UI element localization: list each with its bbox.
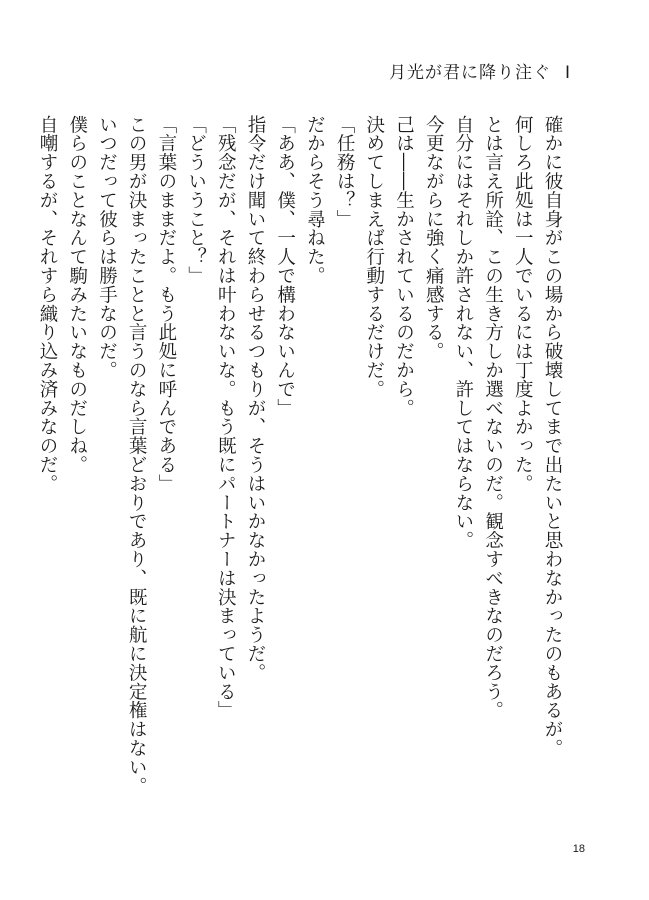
running-head — [389, 58, 571, 83]
text-line: 僕らのことなんて駒みたいなものだしね。 — [66, 115, 88, 475]
dialogue-line: 「どういうこと？」 — [185, 115, 207, 286]
vertical-body-text — [32, 115, 567, 796]
running-title: 月光が君に降り注ぐ — [388, 63, 551, 83]
text-line: だからそう尋ねた。 — [304, 115, 326, 286]
text-line: 己は――生かされているのだから。 — [393, 115, 415, 418]
text-line: とは言え所詮、この生き方しか選べないのだ。観念すべきなのだろう。 — [482, 115, 504, 720]
text-line: 指令だけ聞いて終わらせるつもりが、そうはいかなかったようだ。 — [244, 115, 266, 682]
dialogue-line: 「残念だが、それは叶わないな。もう既にパートナーは決まっている」 — [215, 115, 237, 720]
dialogue-line: 「任務は？」 — [334, 115, 356, 229]
text-line: この男が決まったことと言うのなら言葉どおりであり、既に航に決定権はない。 — [126, 115, 148, 796]
text-line: 今更ながらに強く痛感する。 — [423, 115, 445, 361]
page-number: 18 — [572, 843, 585, 855]
dialogue-line: 「言葉のままだよ。もう此処に呼んである」 — [155, 115, 177, 493]
text-line: いつだって彼らは勝手なのだ。 — [96, 115, 118, 380]
dialogue-line: 「ああ、僕、一人で構わないんで」 — [274, 115, 296, 418]
text-line: 決めてしまえば行動するだけだ。 — [363, 115, 385, 399]
text-line: 自分にはそれしか許されない、許してはならない。 — [452, 115, 474, 550]
text-line: 確かに彼自身がこの場から破壊してまで出たいと思わなかったのもあるが。 — [542, 115, 563, 758]
volume-numeral: Ⅰ — [564, 63, 571, 82]
text-line: 自嘲するが、それすら織り込み済みなのだ。 — [37, 115, 59, 493]
text-line: 何しろ此処は一人でいるには丁度よかった。 — [512, 115, 534, 493]
